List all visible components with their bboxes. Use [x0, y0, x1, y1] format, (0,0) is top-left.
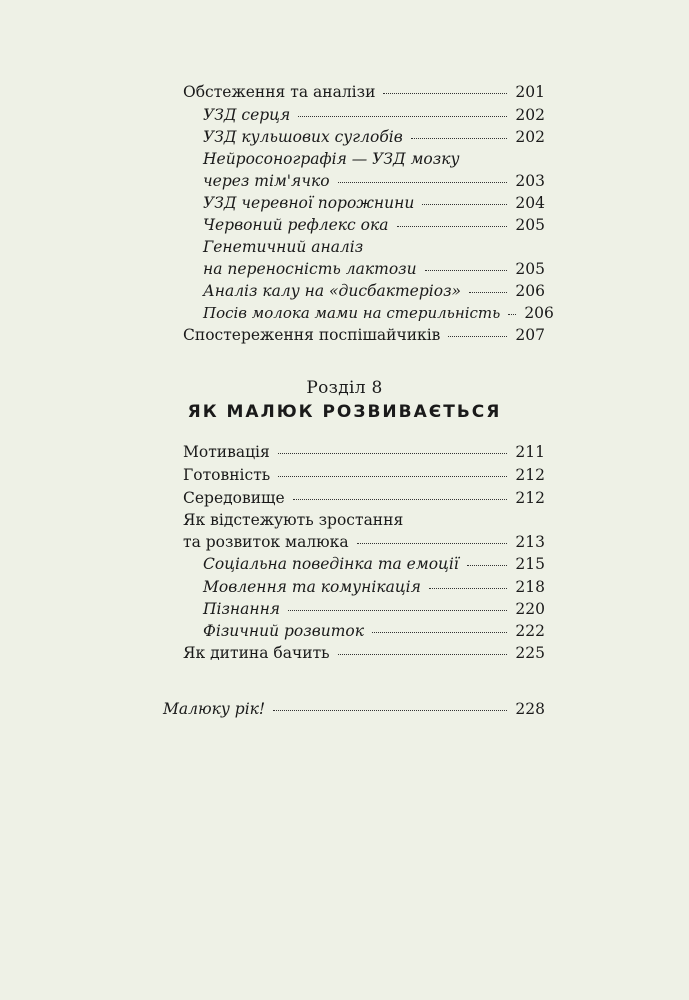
dot-leader [422, 204, 507, 205]
toc-entry-title: Спостереження поспішайчиків [183, 326, 441, 344]
toc-entry-title: Посів молока мами на стерильність [203, 304, 501, 322]
toc-entry [203, 193, 545, 213]
toc-entry [203, 281, 545, 301]
toc-page-number: 222 [515, 622, 545, 640]
chapter-label: Розділ 8 [306, 378, 383, 398]
dot-leader [411, 138, 508, 139]
dot-leader [425, 270, 508, 271]
toc-entry [183, 465, 545, 485]
toc-page-number: 213 [515, 533, 545, 551]
toc-page-number: 204 [515, 194, 545, 212]
dot-leader [467, 565, 508, 566]
toc-page-number: 205 [515, 216, 545, 234]
toc-entry-title: через тім'ячко [203, 172, 330, 190]
toc-page-number: 218 [515, 578, 545, 596]
toc-entry [203, 303, 554, 323]
toc-entry [203, 259, 545, 279]
chapter-title: ЯК МАЛЮК РОЗВИВАЄТЬСЯ [187, 402, 502, 422]
dot-leader [429, 588, 508, 589]
dot-leader [338, 654, 508, 655]
toc-page-number: 207 [515, 326, 545, 344]
toc-entry-title: Фізичний розвиток [203, 622, 365, 640]
toc-entry-title-line1: Генетичний аналіз [203, 238, 364, 256]
toc-page-number: 212 [515, 466, 545, 484]
toc-entry-title: УЗД черевної порожнини [203, 194, 415, 212]
toc-page-number: 228 [515, 700, 545, 718]
toc-entry [183, 532, 545, 552]
toc-page-number: 211 [515, 443, 545, 461]
dot-leader [338, 182, 508, 183]
toc-entry-title: Обстеження та аналізи [183, 83, 376, 101]
toc-entry [203, 215, 545, 235]
toc-page-number: 206 [524, 304, 554, 322]
toc-page-number: 220 [515, 600, 545, 618]
toc-entry-title: Червоний рефлекс ока [203, 216, 389, 234]
toc-entry [183, 442, 545, 462]
dot-leader [448, 336, 507, 337]
dot-leader [357, 543, 508, 544]
toc-entry-title: Аналіз калу на «дисбактеріоз» [203, 282, 462, 300]
toc-entry-title: УЗД кульшових суглобів [203, 128, 403, 146]
dot-leader [278, 453, 508, 454]
toc-entry-title: Середовище [183, 489, 285, 507]
toc-entry-title-line1: Як відстежують зростання [183, 511, 404, 529]
dot-leader [397, 226, 508, 227]
dot-leader [278, 476, 507, 477]
toc-page-number: 225 [515, 644, 545, 662]
toc-page-number: 202 [515, 128, 545, 146]
dot-leader [288, 610, 507, 611]
toc-entry-title: Мовлення та комунікація [203, 578, 421, 596]
dot-leader [372, 632, 507, 633]
dot-leader [383, 93, 507, 94]
toc-entry [183, 643, 545, 663]
toc-entry [203, 621, 545, 641]
toc-entry [203, 105, 545, 125]
dot-leader [508, 314, 516, 315]
toc-entry-title-line1: Нейросонографія — УЗД мозку [203, 150, 460, 168]
dot-leader [469, 292, 507, 293]
toc-entry-title: Як дитина бачить [183, 644, 330, 662]
toc-entry [183, 325, 545, 345]
toc-entry [203, 577, 545, 597]
toc-page-number: 206 [515, 282, 545, 300]
toc-page-number: 205 [515, 260, 545, 278]
toc-entry-title: Пізнання [203, 600, 281, 618]
dot-leader [293, 499, 508, 500]
toc-page-number: 215 [515, 555, 545, 573]
toc-entry [203, 171, 545, 191]
toc-entry-title: Мотивація [183, 443, 270, 461]
dot-leader [273, 710, 507, 711]
toc-entry [183, 488, 545, 508]
toc-entry [203, 127, 545, 147]
toc-page-number: 203 [515, 172, 545, 190]
toc-entry [203, 599, 545, 619]
toc-entry [203, 554, 545, 574]
toc-entry-title: Соціальна поведінка та емоції [203, 555, 459, 573]
toc-page-number: 212 [515, 489, 545, 507]
toc-entry-title: Малюку рік! [163, 700, 266, 718]
toc-page-number: 201 [515, 83, 545, 101]
toc-entry [183, 82, 545, 102]
toc-entry-title: Готовність [183, 466, 271, 484]
toc-entry-title: та розвиток малюка [183, 533, 349, 551]
toc-entry [163, 699, 545, 719]
toc-entry-title: УЗД серця [203, 106, 291, 124]
dot-leader [298, 116, 507, 117]
toc-page-number: 202 [515, 106, 545, 124]
toc-entry-title: на переносність лактози [203, 260, 417, 278]
